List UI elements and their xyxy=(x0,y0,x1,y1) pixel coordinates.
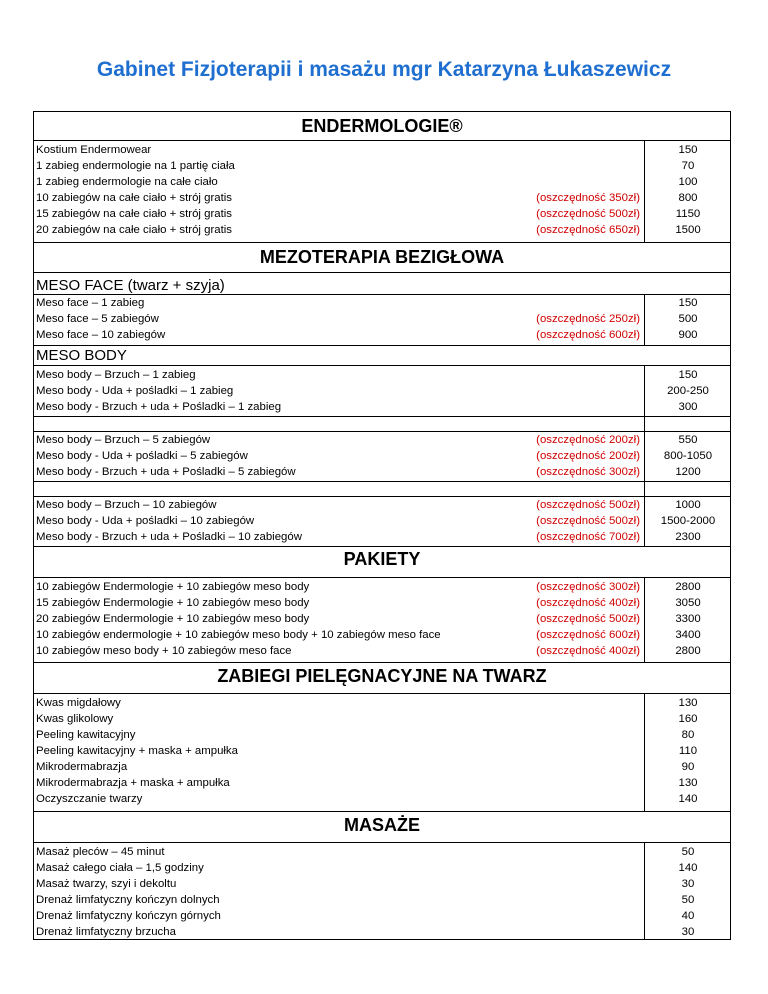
rule xyxy=(33,693,731,694)
saving-note: (oszczędność 650zł) xyxy=(536,224,640,236)
price: 3050 xyxy=(675,597,701,609)
page-title: Gabinet Fizjoterapii i masażu mgr Katarzyna Łukaszewicz xyxy=(96,58,672,81)
price: 1500-2000 xyxy=(660,515,716,527)
price: 1500 xyxy=(675,224,701,236)
service-name: 10 zabiegów na całe ciało + strój gratis xyxy=(36,192,232,204)
service-name: Masaż całego ciała – 1,5 godziny xyxy=(36,862,204,874)
rule xyxy=(33,842,731,843)
price: 150 xyxy=(678,369,698,381)
price: 900 xyxy=(678,329,698,341)
service-name: 10 zabiegów endermologie + 10 zabiegów meso body + 10 zabiegów meso face xyxy=(36,629,441,641)
service-name: Kostium Endermowear xyxy=(36,144,152,156)
heading-pakiety: PAKIETY xyxy=(343,549,421,569)
price: 50 xyxy=(681,894,695,906)
saving-note: (oszczędność 500zł) xyxy=(536,208,640,220)
price: 90 xyxy=(681,761,695,773)
rule xyxy=(33,811,731,812)
price: 150 xyxy=(678,144,698,156)
service-name: Meso body – Brzuch – 1 zabieg xyxy=(36,369,196,381)
saving-note: (oszczędność 600zł) xyxy=(536,329,640,341)
service-name: Meso body - Uda + pośladki – 1 zabieg xyxy=(36,385,234,397)
price: 80 xyxy=(681,729,695,741)
saving-note: (oszczędność 300zł) xyxy=(536,581,640,593)
rule xyxy=(33,416,731,417)
divider xyxy=(644,577,645,662)
price: 500 xyxy=(678,313,698,325)
service-name: 20 zabiegów na całe ciało + strój gratis xyxy=(36,224,232,236)
price: 1150 xyxy=(675,208,701,220)
rule xyxy=(33,140,731,141)
saving-note: (oszczędność 200zł) xyxy=(536,434,640,446)
service-name: Meso body - Uda + pośladki – 10 zabiegów xyxy=(36,515,255,527)
service-name: 20 zabiegów Endermologie + 10 zabiegów meso body xyxy=(36,613,310,625)
divider xyxy=(644,140,645,242)
price: 100 xyxy=(678,176,698,188)
price: 2800 xyxy=(675,581,701,593)
price: 130 xyxy=(678,777,698,789)
service-name: Oczyszczanie twarzy xyxy=(36,793,143,805)
saving-note: (oszczędność 500zł) xyxy=(536,499,640,511)
heading-mezoterapia: MEZOTERAPIA BEZIGŁOWA xyxy=(259,247,505,267)
divider xyxy=(644,693,645,811)
price: 3300 xyxy=(675,613,701,625)
divider xyxy=(644,842,645,940)
service-name: Meso body - Brzuch + uda + Pośladki – 10 zabiegów xyxy=(36,531,302,543)
service-name: Meso face – 5 zabiegów xyxy=(36,313,159,325)
service-name: Mikrodermabrazja xyxy=(36,761,128,773)
service-name: Masaż twarzy, szyi i dekoltu xyxy=(36,878,177,890)
service-name: Drenaż limfatyczny brzucha xyxy=(36,926,176,938)
service-name: 1 zabieg endermologie na 1 partię ciała xyxy=(36,160,235,172)
service-name: Drenaż limfatyczny kończyn górnych xyxy=(36,910,221,922)
heading-twarz: ZABIEGI PIELĘGNACYJNE NA TWARZ xyxy=(217,666,547,686)
price: 1200 xyxy=(675,466,701,478)
price: 40 xyxy=(681,910,695,922)
price: 200-250 xyxy=(667,385,709,397)
price: 140 xyxy=(678,862,698,874)
price: 800 xyxy=(678,192,698,204)
saving-note: (oszczędność 700zł) xyxy=(536,531,640,543)
price: 1000 xyxy=(675,499,701,511)
service-name: Mikrodermabrazja + maska + ampułka xyxy=(36,777,230,789)
price: 800-1050 xyxy=(663,450,713,462)
rule xyxy=(33,242,731,243)
subheading-meso-body: MESO BODY xyxy=(36,347,127,364)
saving-note: (oszczędność 350zł) xyxy=(536,192,640,204)
saving-note: (oszczędność 600zł) xyxy=(536,629,640,641)
saving-note: (oszczędność 400zł) xyxy=(536,645,640,657)
price: 2800 xyxy=(675,645,701,657)
service-name: 10 zabiegów Endermologie + 10 zabiegów meso body xyxy=(36,581,310,593)
rule xyxy=(33,365,731,366)
service-name: 1 zabieg endermologie na całe ciało xyxy=(36,176,218,188)
service-name: Meso body - Brzuch + uda + Pośladki – 1 zabieg xyxy=(36,401,282,413)
heading-masaze: MASAŻE xyxy=(344,815,420,835)
service-name: 10 zabiegów meso body + 10 zabiegów meso face xyxy=(36,645,292,657)
price: 150 xyxy=(678,297,698,309)
heading-endermologie: ENDERMOLOGIE® xyxy=(301,116,463,136)
service-name: Peeling kawitacyjny + maska + ampułka xyxy=(36,745,238,757)
saving-note: (oszczędność 200zł) xyxy=(536,450,640,462)
rule xyxy=(33,546,731,547)
price: 3400 xyxy=(675,629,701,641)
subheading-meso-face: MESO FACE (twarz + szyja) xyxy=(36,277,225,294)
price: 300 xyxy=(678,401,698,413)
price: 70 xyxy=(681,160,695,172)
saving-note: (oszczędność 500zł) xyxy=(536,613,640,625)
rule xyxy=(33,272,731,273)
service-name: Meso body – Brzuch – 5 zabiegów xyxy=(36,434,211,446)
service-name: Masaż pleców – 45 minut xyxy=(36,846,165,858)
rule xyxy=(33,345,731,346)
service-name: Meso face – 1 zabieg xyxy=(36,297,145,309)
saving-note: (oszczędność 500zł) xyxy=(536,515,640,527)
price: 50 xyxy=(681,846,695,858)
divider xyxy=(644,294,645,345)
service-name: Meso body - Brzuch + uda + Pośladki – 5 zabiegów xyxy=(36,466,296,478)
service-name: Drenaż limfatyczny kończyn dolnych xyxy=(36,894,220,906)
service-name: Peeling kawitacyjny xyxy=(36,729,136,741)
price: 30 xyxy=(681,926,695,938)
service-name: Meso face – 10 zabiegów xyxy=(36,329,166,341)
price: 130 xyxy=(678,697,698,709)
service-name: Kwas glikolowy xyxy=(36,713,114,725)
rule xyxy=(33,481,731,482)
saving-note: (oszczędność 250zł) xyxy=(536,313,640,325)
service-name: Kwas migdałowy xyxy=(36,697,121,709)
saving-note: (oszczędność 300zł) xyxy=(536,466,640,478)
divider xyxy=(644,365,645,546)
price: 110 xyxy=(678,745,698,757)
service-name: 15 zabiegów Endermologie + 10 zabiegów meso body xyxy=(36,597,310,609)
saving-note: (oszczędność 400zł) xyxy=(536,597,640,609)
price: 30 xyxy=(681,878,695,890)
service-name: Meso body – Brzuch – 10 zabiegów xyxy=(36,499,217,511)
rule xyxy=(33,577,731,578)
rule xyxy=(33,662,731,663)
price: 2300 xyxy=(675,531,701,543)
service-name: 15 zabiegów na całe ciało + strój gratis xyxy=(36,208,232,220)
price: 140 xyxy=(678,793,698,805)
price: 550 xyxy=(678,434,698,446)
price: 160 xyxy=(678,713,698,725)
service-name: Meso body - Uda + pośladki – 5 zabiegów xyxy=(36,450,248,462)
